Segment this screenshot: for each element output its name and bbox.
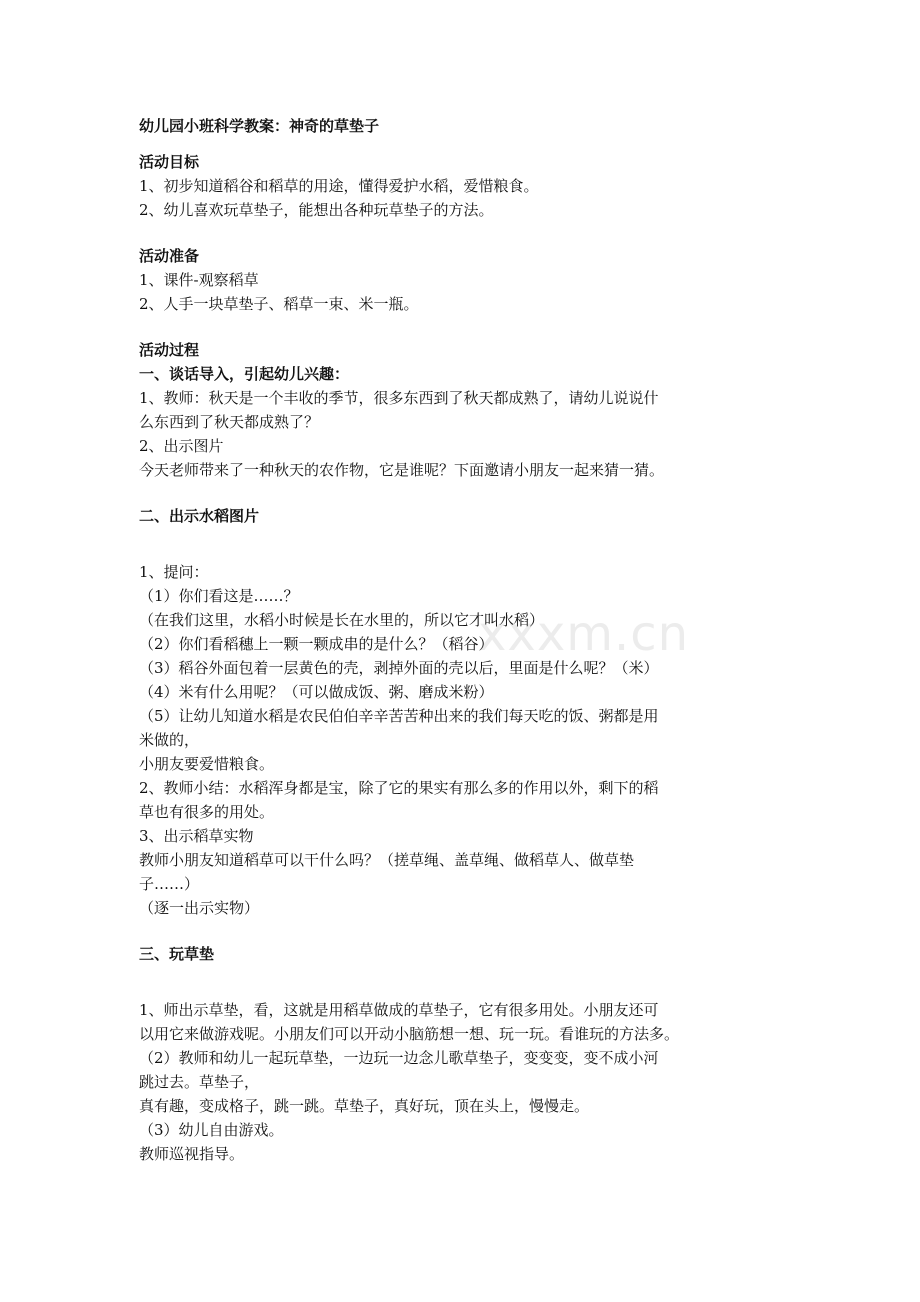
part2-line: 米做的， (139, 731, 200, 749)
spacer (139, 966, 789, 998)
part2-line: 草也有很多的用处。 (139, 803, 275, 821)
goals-heading: 活动目标 (139, 153, 200, 171)
prep-item: 2、人手一块草垫子、稻草一束、米一瓶。 (139, 295, 419, 313)
part3-line: （3）幼儿自由游戏。 (139, 1121, 284, 1139)
part2-line: （逐一出示实物） (139, 899, 260, 917)
part2-line: （在我们这里，水稻小时候是长在水里的，所以它才叫水稻） (139, 611, 545, 629)
part2-line: 教师小朋友知道稻草可以干什么吗？（搓草绳、盖草绳、做稻草人、做草垫 (139, 851, 635, 869)
part3-line: （2）教师和幼儿一起玩草垫，一边玩一边念儿歌草垫子，变变变，变不成小河 (139, 1049, 659, 1067)
part2-line: 1、提问： (139, 563, 209, 581)
part2-line: 子……） (139, 875, 200, 893)
part3-heading: 三、玩草垫 (139, 945, 215, 963)
spacer (139, 528, 789, 560)
part1-line: 今天老师带来了一种秋天的农作物，它是谁呢？下面邀请小朋友一起来猜一猜。 (139, 461, 665, 479)
part3-line: 1、师出示草垫，看，这就是用稻草做成的草垫子，它有很多用处。小朋友还可 (139, 1001, 659, 1019)
part3-line: 真有趣，变成格子，跳一跳。草垫子，真好玩，顶在头上，慢慢走。 (139, 1097, 590, 1115)
document-title: 幼儿园小班科学教案：神奇的草垫子 (139, 117, 380, 135)
part2-heading: 二、出示水稻图片 (139, 507, 260, 525)
spacer (139, 138, 789, 150)
goals-item: 2、幼儿喜欢玩草垫子，能想出各种玩草垫子的方法。 (139, 201, 494, 219)
spacer (139, 222, 789, 244)
spacer (139, 316, 789, 338)
part2-line: 小朋友要爱惜粮食。 (139, 755, 275, 773)
goals-item: 1、初步知道稻谷和稻草的用途，懂得爱护水稻，爱惜粮食。 (139, 177, 539, 195)
part2-line: （1）你们看这是……？ (139, 587, 299, 605)
part1-line: 么东西到了秋天都成熟了？ (139, 413, 320, 431)
part3-line: 教师巡视指导。 (139, 1145, 245, 1163)
part3-line: 以用它来做游戏呢。小朋友们可以开动小脑筋想一想、玩一玩。看谁玩的方法多。 (139, 1025, 680, 1043)
part2-line: （4）米有什么用呢？（可以做成饭、粥、磨成米粉） (139, 683, 494, 701)
part1-line: 1、教师：秋天是一个丰收的季节，很多东西到了秋天都成熟了，请幼儿说说什 (139, 389, 659, 407)
part2-line: （5）让幼儿知道水稻是农民伯伯辛辛苦苦种出来的我们每天吃的饭、粥都是用 (139, 707, 659, 725)
part2-line: 3、出示稻草实物 (139, 827, 254, 845)
process-heading: 活动过程 (139, 341, 200, 359)
part2-line: （2）你们看稻穗上一颗一颗成串的是什么？（稻谷） (139, 635, 494, 653)
part2-line: （3）稻谷外面包着一层黄色的壳，剥掉外面的壳以后，里面是什么呢？（米） (139, 659, 659, 677)
part1-heading: 一、谈话导入，引起幼儿兴趣： (139, 365, 350, 383)
part1-line: 2、出示图片 (139, 437, 224, 455)
spacer (139, 482, 789, 504)
spacer (139, 920, 789, 942)
document-body (139, 114, 789, 1166)
prep-heading: 活动准备 (139, 247, 200, 265)
part2-line: 2、教师小结：水稻浑身都是宝，除了它的果实有那么多的作用以外，剩下的稻 (139, 779, 659, 797)
part3-line: 跳过去。草垫子， (139, 1073, 260, 1091)
prep-item: 1、课件-观察稻草 (139, 271, 259, 289)
watermark: xxxm.cn (478, 606, 690, 662)
